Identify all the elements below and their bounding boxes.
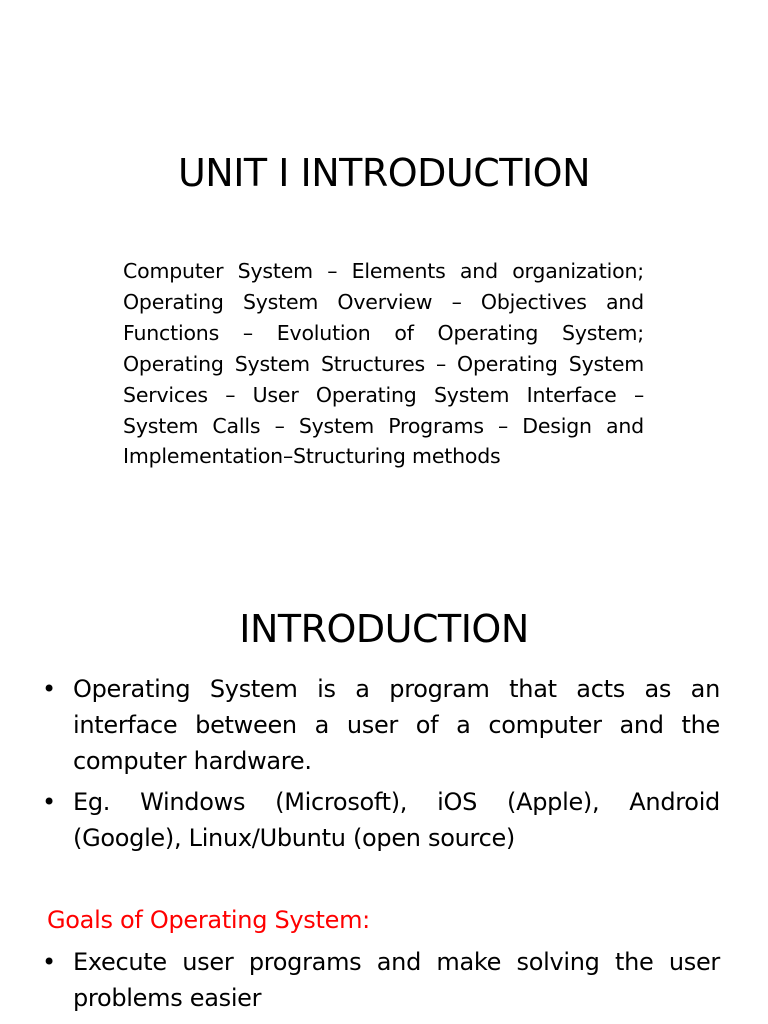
list-item	[0, 784, 720, 856]
bullet-text: Operating System is a program that acts as an interface between a user of a computer and the computer hardware.	[73, 675, 720, 775]
unit-title: UNIT I INTRODUCTION	[177, 151, 591, 195]
bullet-icon: •	[42, 788, 56, 816]
list-item	[0, 671, 720, 779]
bullet-icon: •	[42, 675, 56, 703]
bullet-icon: •	[42, 948, 56, 976]
unit-syllabus-paragraph: Computer System – Elements and organization; Operating System Overview – Objectives and Functions – Evolution of Operating System; Operating System Structures – Operating System Services – User Operating System Interface – System Calls – System Programs – Design and Implementation–Structuring methods	[123, 259, 644, 469]
introduction-title: INTRODUCTION	[239, 607, 529, 651]
introduction-bullet-list	[0, 671, 768, 856]
list-item	[0, 944, 720, 1016]
bullet-text: Execute user programs and make solving the user problems easier	[73, 948, 720, 1012]
goals-heading: Goals of Operating System:	[47, 906, 370, 934]
goals-bullet-list	[0, 944, 768, 1016]
bullet-text: Eg. Windows (Microsoft), iOS (Apple), Android (Google), Linux/Ubuntu (open source)	[73, 788, 720, 852]
